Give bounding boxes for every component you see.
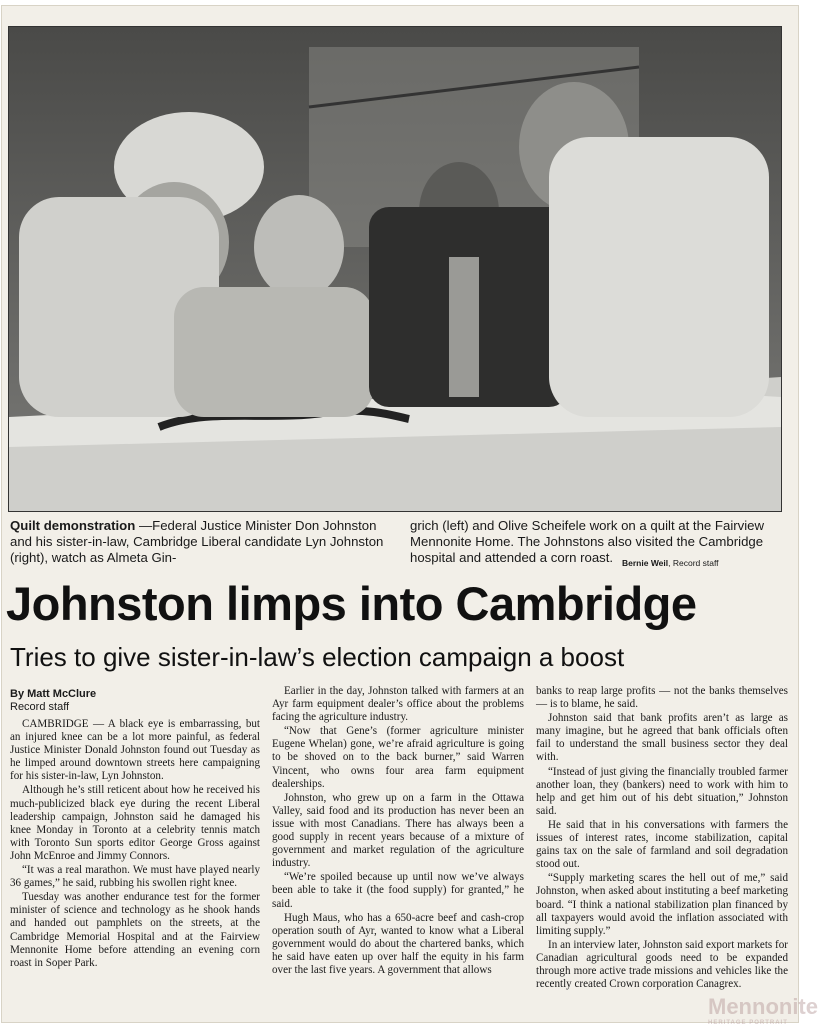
paragraph: He said that in his conversations with farmers the issues of interest rates, income stabilization, capital gains tax on the sale of farmland and soil degradation stood out. <box>536 818 788 871</box>
paragraph: Hugh Maus, who has a 650-acre beef and cash-crop operation south of Ayr, wanted to know what a Liberal government would do about the chartered banks, which he said have eaten up over half the equity in his farm over the last five years. A government that allows <box>272 911 524 976</box>
photo-credit <box>622 558 719 568</box>
photo-icon <box>9 27 781 511</box>
photo-caption-left <box>10 518 398 566</box>
watermark-logo <box>708 994 818 1026</box>
subheadline: Tries to give sister-in-law’s election campaign a boost <box>10 642 625 672</box>
news-photo <box>8 26 782 512</box>
caption-title: Quilt demonstration <box>10 518 136 533</box>
watermark-subtext: HERITAGE PORTRAIT <box>708 1020 788 1026</box>
photo-caption-right <box>410 518 782 566</box>
paragraph: “Now that Gene’s (former agriculture minister Eugene Whelan) gone, we’re afraid agriculture is going to be shoved on to the back burner,” said Warren Vincent, who owns four area farm equipment dealerships. <box>272 725 524 790</box>
article-column-2 <box>272 685 524 978</box>
article-column-1 <box>10 718 260 971</box>
paragraph: “It was a real marathon. We must have played nearly 36 games,” he said, rubbing his swollen right knee. <box>10 864 260 890</box>
paragraph: Johnston, who grew up on a farm in the Ottawa Valley, said food and its production has never been an issue with most Canadians. There has always been a good supply in recent years because of a mixture of government and market regulation of the agriculture industry. <box>272 791 524 870</box>
byline-author: By Matt McClure <box>10 688 97 700</box>
paragraph: CAMBRIDGE — A black eye is embarrassing, but an injured knee can be a lot more painful, as federal Justice Minister Donald Johnston found out Tuesday as he limped around downtown streets here campaigning for his sister-in-law, Lyn Johnston. <box>10 718 260 783</box>
paragraph: Although he’s still reticent about how he received his much-publicized black eye during the recent Liberal leadership campaign, Johnston said he damaged his knee Monday in Toronto at a celebrity tennis match with Toronto Sun sports editor George Gross against John McEnroe and Jimmy Connors. <box>10 784 260 862</box>
caption-text-right: grich (left) and Olive Scheifele work on a quilt at the Fairview Mennonite Home. The Johnstons also visited the Cambridge hospital and attended a corn roast. <box>410 518 765 565</box>
paragraph: Johnston said that bank profits aren’t as large as many imagine, but he agreed that bank officials often fail to understand the small business sector they deal with. <box>536 712 788 764</box>
watermark-text: Mennonite <box>708 994 818 1019</box>
photo-credit-role: , Record staff <box>668 558 719 568</box>
headline: Johnston limps into Cambridge <box>6 577 697 630</box>
newspaper-clipping <box>2 6 818 1026</box>
paragraph: Tuesday was another endurance test for the former minister of science and technology as he shook hands and handed out pamphlets on the streets, at the Cambridge Memorial Hospital and at the Fairview Mennonite Home before attending an evening corn roast in Soper Park. <box>10 891 260 969</box>
byline <box>10 688 96 714</box>
paragraph: In an interview later, Johnston said export markets for Canadian agricultural goods need to be expanded through more active trade missions and vehicles like the recently created Crown corporation Canagrex. <box>536 938 788 991</box>
byline-role: Record staff <box>10 701 70 713</box>
paragraph: “Instead of just giving the financially troubled farmer another loan, they (bankers) need to work with him to help and get him out of his debt situation,” Johnston said. <box>536 765 788 817</box>
caption-text-left: —Federal Justice Minister Don Johnston and his sister-in-law, Cambridge Liberal candidate Lyn Johnston (right), watch as Almeta Gin- <box>10 518 384 565</box>
photo-credit-name: Bernie Weil <box>622 558 669 568</box>
paragraph: banks to reap large profits — not the banks themselves — is to blame, he said. <box>536 685 788 711</box>
paragraph: “We’re spoiled because up until now we’ve always been able to take it (the food supply) for granted,” he said. <box>272 871 524 910</box>
article-column-3 <box>536 685 788 992</box>
paragraph: “Supply marketing scares the hell out of me,” said Johnston, when asked about instituting a beef marketing board. “I think a national stabilization plan financed by all taxpayers would avoid the inflation associated with limiting supply.” <box>536 872 788 937</box>
paragraph: Earlier in the day, Johnston talked with farmers at an Ayr farm equipment dealer’s office about the problems facing the agriculture industry. <box>272 685 524 724</box>
